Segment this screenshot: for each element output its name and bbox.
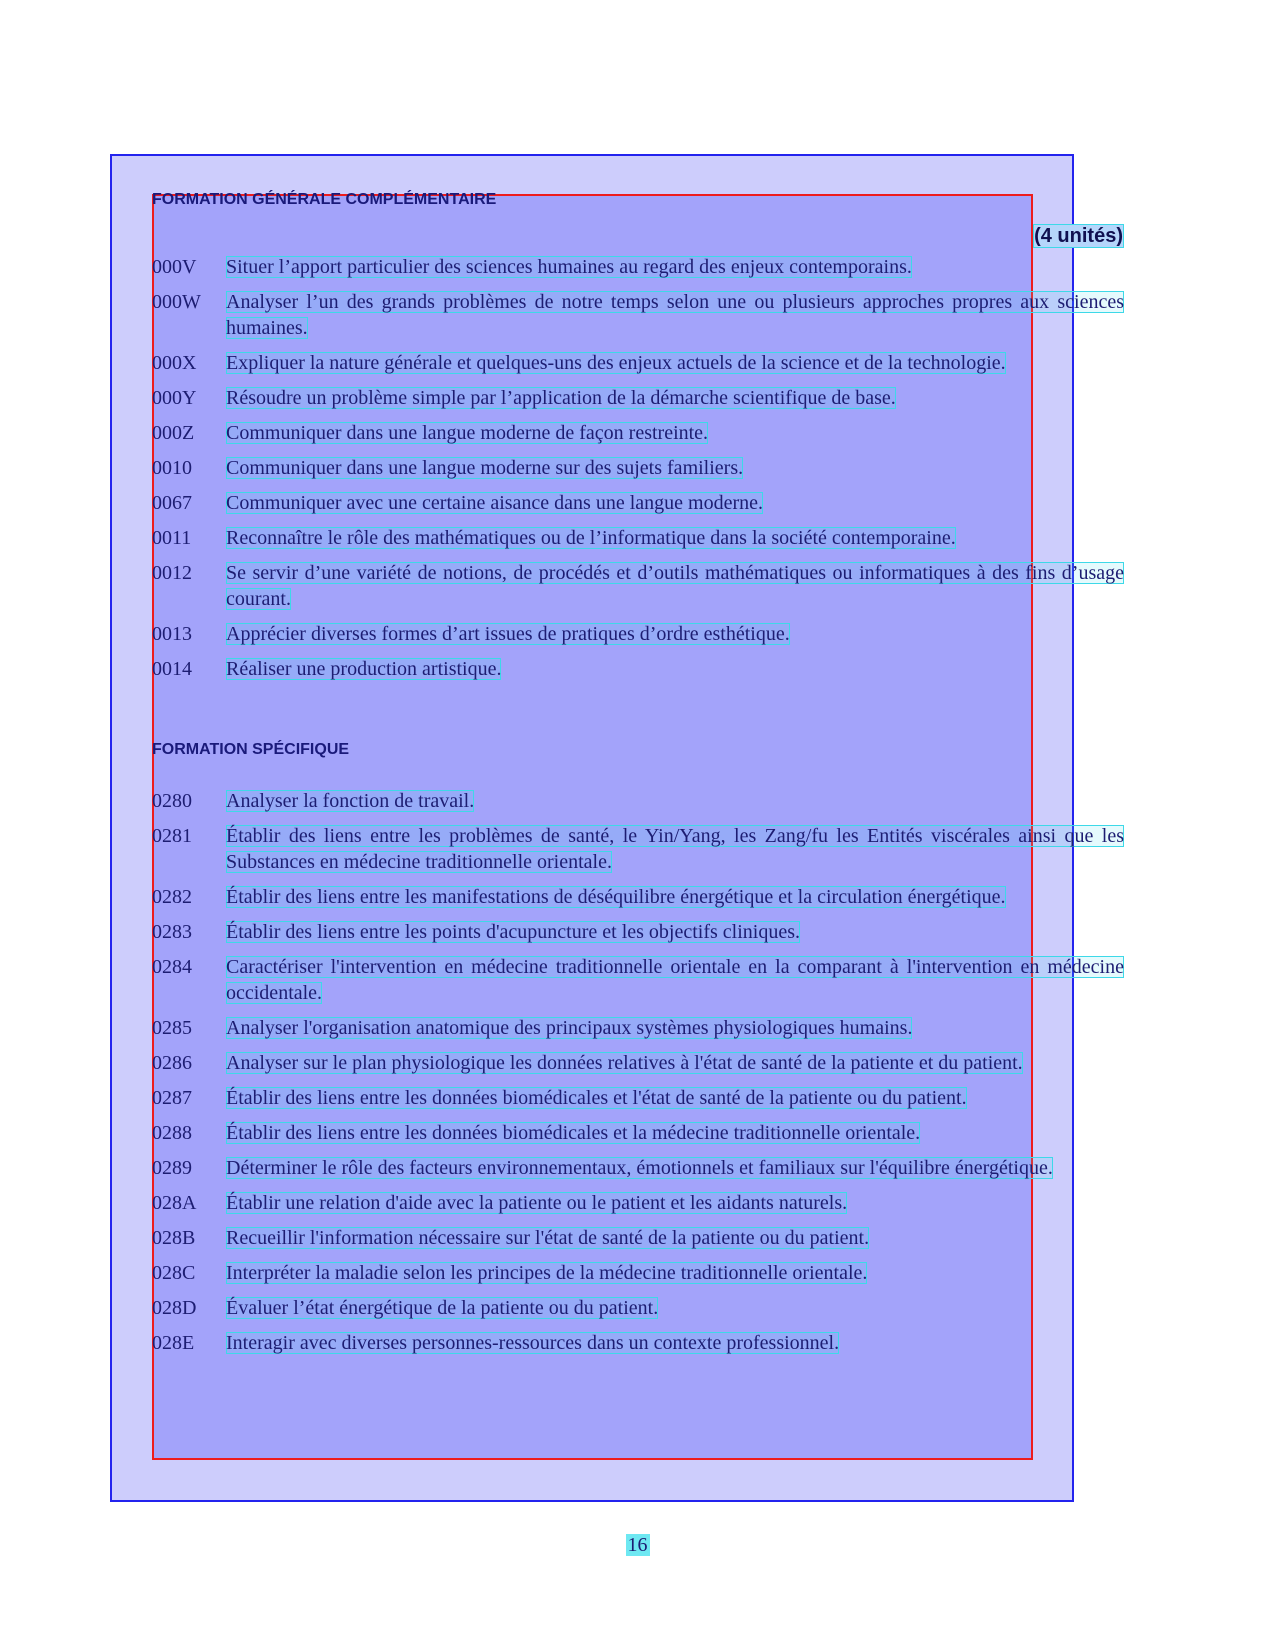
competency-description: [226, 823, 1124, 875]
competency-description-text: Caractériser l'intervention en médecine traditionnelle orientale en la comparant à l'intervention en médecine occidentale.: [226, 956, 1124, 1004]
competency-item: [152, 656, 1124, 682]
competency-code: [152, 289, 226, 341]
competency-description: [226, 490, 1124, 516]
competency-description-text: Analyser sur le plan physiologique les données relatives à l'état de santé de la patiente et du patient.: [226, 1052, 1023, 1074]
competency-item: [152, 1120, 1124, 1146]
competency-item: [152, 919, 1124, 945]
competency-code-text: 0283: [152, 921, 192, 943]
competency-description-text: Établir des liens entre les points d'acupuncture et les objectifs cliniques.: [226, 921, 800, 943]
competency-item: [152, 350, 1124, 376]
competency-code: [152, 823, 226, 875]
competency-code-text: 0285: [152, 1017, 192, 1039]
competency-item: [152, 1085, 1124, 1111]
competency-description-text: Recueillir l'information nécessaire sur l'état de santé de la patiente ou du patient.: [226, 1227, 870, 1249]
competency-code-text: 0012: [152, 562, 192, 584]
competency-description-text: Reconnaître le rôle des mathématiques ou de l’informatique dans la société contemporaine.: [226, 527, 956, 549]
competency-description-text: Situer l’apport particulier des sciences humaines au regard des enjeux contemporains.: [226, 256, 912, 278]
competency-description: [226, 385, 1124, 411]
competency-code-text: 0289: [152, 1157, 192, 1179]
competency-description: [226, 1190, 1124, 1216]
competency-description: [226, 954, 1124, 1006]
competency-code: [152, 621, 226, 647]
competency-code-text: 0280: [152, 790, 192, 812]
competency-description: [226, 1155, 1124, 1181]
competency-code: [152, 1085, 226, 1111]
competency-description-text: Analyser la fonction de travail.: [226, 790, 475, 812]
competency-code-text: 0287: [152, 1087, 192, 1109]
competency-item: [152, 385, 1124, 411]
competency-code: [152, 1190, 226, 1216]
competency-description: [226, 919, 1124, 945]
competency-description: [226, 1295, 1124, 1321]
competency-description: [226, 884, 1124, 910]
competency-item: [152, 1190, 1124, 1216]
competency-code: [152, 1260, 226, 1286]
competency-description: [226, 420, 1124, 446]
competency-item: [152, 560, 1124, 612]
competency-description-text: Établir des liens entre les données biomédicales et l'état de santé de la patiente ou du patient.: [226, 1087, 967, 1109]
competency-code-text: 0281: [152, 825, 192, 847]
competency-code: [152, 490, 226, 516]
competency-description: [226, 1260, 1124, 1286]
competency-item: [152, 1050, 1124, 1076]
competency-description-text: Communiquer dans une langue moderne sur des sujets familiers.: [226, 457, 744, 479]
competency-code: [152, 254, 226, 280]
competency-description-text: Communiquer dans une langue moderne de façon restreinte.: [226, 422, 709, 444]
competency-code-text: 0282: [152, 886, 192, 908]
competency-code-text: 0286: [152, 1052, 192, 1074]
competency-item: [152, 254, 1124, 280]
competency-code: [152, 656, 226, 682]
competency-code-text: 000Z: [152, 422, 195, 444]
competency-code: [152, 350, 226, 376]
section-heading-specific: FORMATION SPÉCIFIQUE: [152, 741, 350, 758]
competency-description: [226, 1330, 1124, 1356]
competency-code: [152, 1225, 226, 1251]
page-number: 16: [627, 1534, 648, 1556]
competency-item: [152, 1015, 1124, 1041]
competency-code-text: 028A: [152, 1192, 197, 1214]
competency-code-text: 0288: [152, 1122, 192, 1144]
competency-code-text: 000V: [152, 256, 197, 278]
competency-description-text: Évaluer l’état énergétique de la patiente ou du patient.: [226, 1297, 659, 1319]
competency-code-text: 0014: [152, 658, 192, 680]
competency-description-text: Déterminer le rôle des facteurs environnementaux, émotionnels et familiaux sur l'équilibre énergétique.: [226, 1157, 1053, 1179]
competency-description: [226, 1120, 1124, 1146]
competency-description: [226, 1050, 1124, 1076]
competency-item: [152, 621, 1124, 647]
competency-description: [226, 350, 1124, 376]
competency-description-text: Se servir d’une variété de notions, de procédés et d’outils mathématiques ou informatiques à des fins d’usage courant.: [226, 562, 1124, 610]
section-heading-general: FORMATION GÉNÉRALE COMPLÉMENTAIRE: [152, 191, 497, 208]
units-label: (4 unités): [1034, 225, 1123, 247]
competency-description: [226, 289, 1124, 341]
competency-item: [152, 823, 1124, 875]
general-competency-list: [152, 254, 1124, 682]
competency-item: [152, 1260, 1124, 1286]
page-content: [152, 190, 1124, 1356]
competency-code-text: 028B: [152, 1227, 196, 1249]
competency-item: [152, 289, 1124, 341]
competency-item: [152, 1225, 1124, 1251]
competency-code: [152, 455, 226, 481]
competency-code-text: 000X: [152, 352, 197, 374]
competency-code-text: 028E: [152, 1332, 195, 1354]
competency-item: [152, 884, 1124, 910]
competency-item: [152, 1295, 1124, 1321]
competency-code: [152, 788, 226, 814]
competency-description-text: Établir une relation d'aide avec la patiente ou le patient et les aidants naturels.: [226, 1192, 848, 1214]
competency-description: [226, 1015, 1124, 1041]
competency-item: [152, 420, 1124, 446]
competency-description: [226, 560, 1124, 612]
competency-description: [226, 621, 1124, 647]
competency-item: [152, 1330, 1124, 1356]
competency-description-text: Réaliser une production artistique.: [226, 658, 502, 680]
competency-item: [152, 788, 1124, 814]
competency-description: [226, 656, 1124, 682]
competency-item: [152, 525, 1124, 551]
competency-code-text: 0010: [152, 457, 192, 479]
competency-code: [152, 385, 226, 411]
competency-description: [226, 254, 1124, 280]
competency-code: [152, 954, 226, 1006]
competency-description-text: Établir des liens entre les manifestations de déséquilibre énergétique et la circulation énergétique.: [226, 886, 1006, 908]
competency-description-text: Résoudre un problème simple par l’application de la démarche scientifique de base.: [226, 387, 896, 409]
competency-description-text: Établir des liens entre les problèmes de santé, le Yin/Yang, les Zang/fu les Entités viscérales ainsi que les Substances en médecine traditionnelle orientale.: [226, 825, 1124, 873]
competency-code-text: 000W: [152, 291, 201, 313]
competency-code-text: 028D: [152, 1297, 197, 1319]
specific-competency-list: [152, 788, 1124, 1356]
competency-description: [226, 455, 1124, 481]
competency-description-text: Analyser l'organisation anatomique des principaux systèmes physiologiques humains.: [226, 1017, 913, 1039]
competency-code: [152, 560, 226, 612]
competency-code: [152, 1050, 226, 1076]
competency-item: [152, 1155, 1124, 1181]
competency-code: [152, 1155, 226, 1181]
competency-code: [152, 1295, 226, 1321]
competency-code-text: 0011: [152, 527, 192, 549]
competency-description: [226, 1085, 1124, 1111]
competency-description-text: Communiquer avec une certaine aisance dans une langue moderne.: [226, 492, 764, 514]
competency-description: [226, 1225, 1124, 1251]
competency-item: [152, 455, 1124, 481]
competency-description-text: Expliquer la nature générale et quelques-uns des enjeux actuels de la science et de la technologie.: [226, 352, 1006, 374]
competency-code: [152, 884, 226, 910]
competency-code-text: 0013: [152, 623, 192, 645]
competency-item: [152, 954, 1124, 1006]
competency-item: [152, 490, 1124, 516]
competency-code: [152, 525, 226, 551]
competency-code-text: 028C: [152, 1262, 196, 1284]
competency-code: [152, 1015, 226, 1041]
competency-code-text: 000Y: [152, 387, 197, 409]
competency-description-text: Apprécier diverses formes d’art issues de pratiques d’ordre esthétique.: [226, 623, 790, 645]
competency-code: [152, 420, 226, 446]
competency-description-text: Interpréter la maladie selon les principes de la médecine traditionnelle orientale.: [226, 1262, 868, 1284]
competency-description: [226, 525, 1124, 551]
competency-code-text: 0067: [152, 492, 192, 514]
competency-code: [152, 1120, 226, 1146]
competency-code: [152, 919, 226, 945]
competency-description-text: Établir des liens entre les données biomédicales et la médecine traditionnelle orientale.: [226, 1122, 921, 1144]
competency-description: [226, 788, 1124, 814]
competency-code: [152, 1330, 226, 1356]
competency-code-text: 0284: [152, 956, 192, 978]
competency-description-text: Interagir avec diverses personnes-ressources dans un contexte professionnel.: [226, 1332, 840, 1354]
competency-description-text: Analyser l’un des grands problèmes de notre temps selon une ou plusieurs approches propres aux sciences humaines.: [226, 291, 1124, 339]
